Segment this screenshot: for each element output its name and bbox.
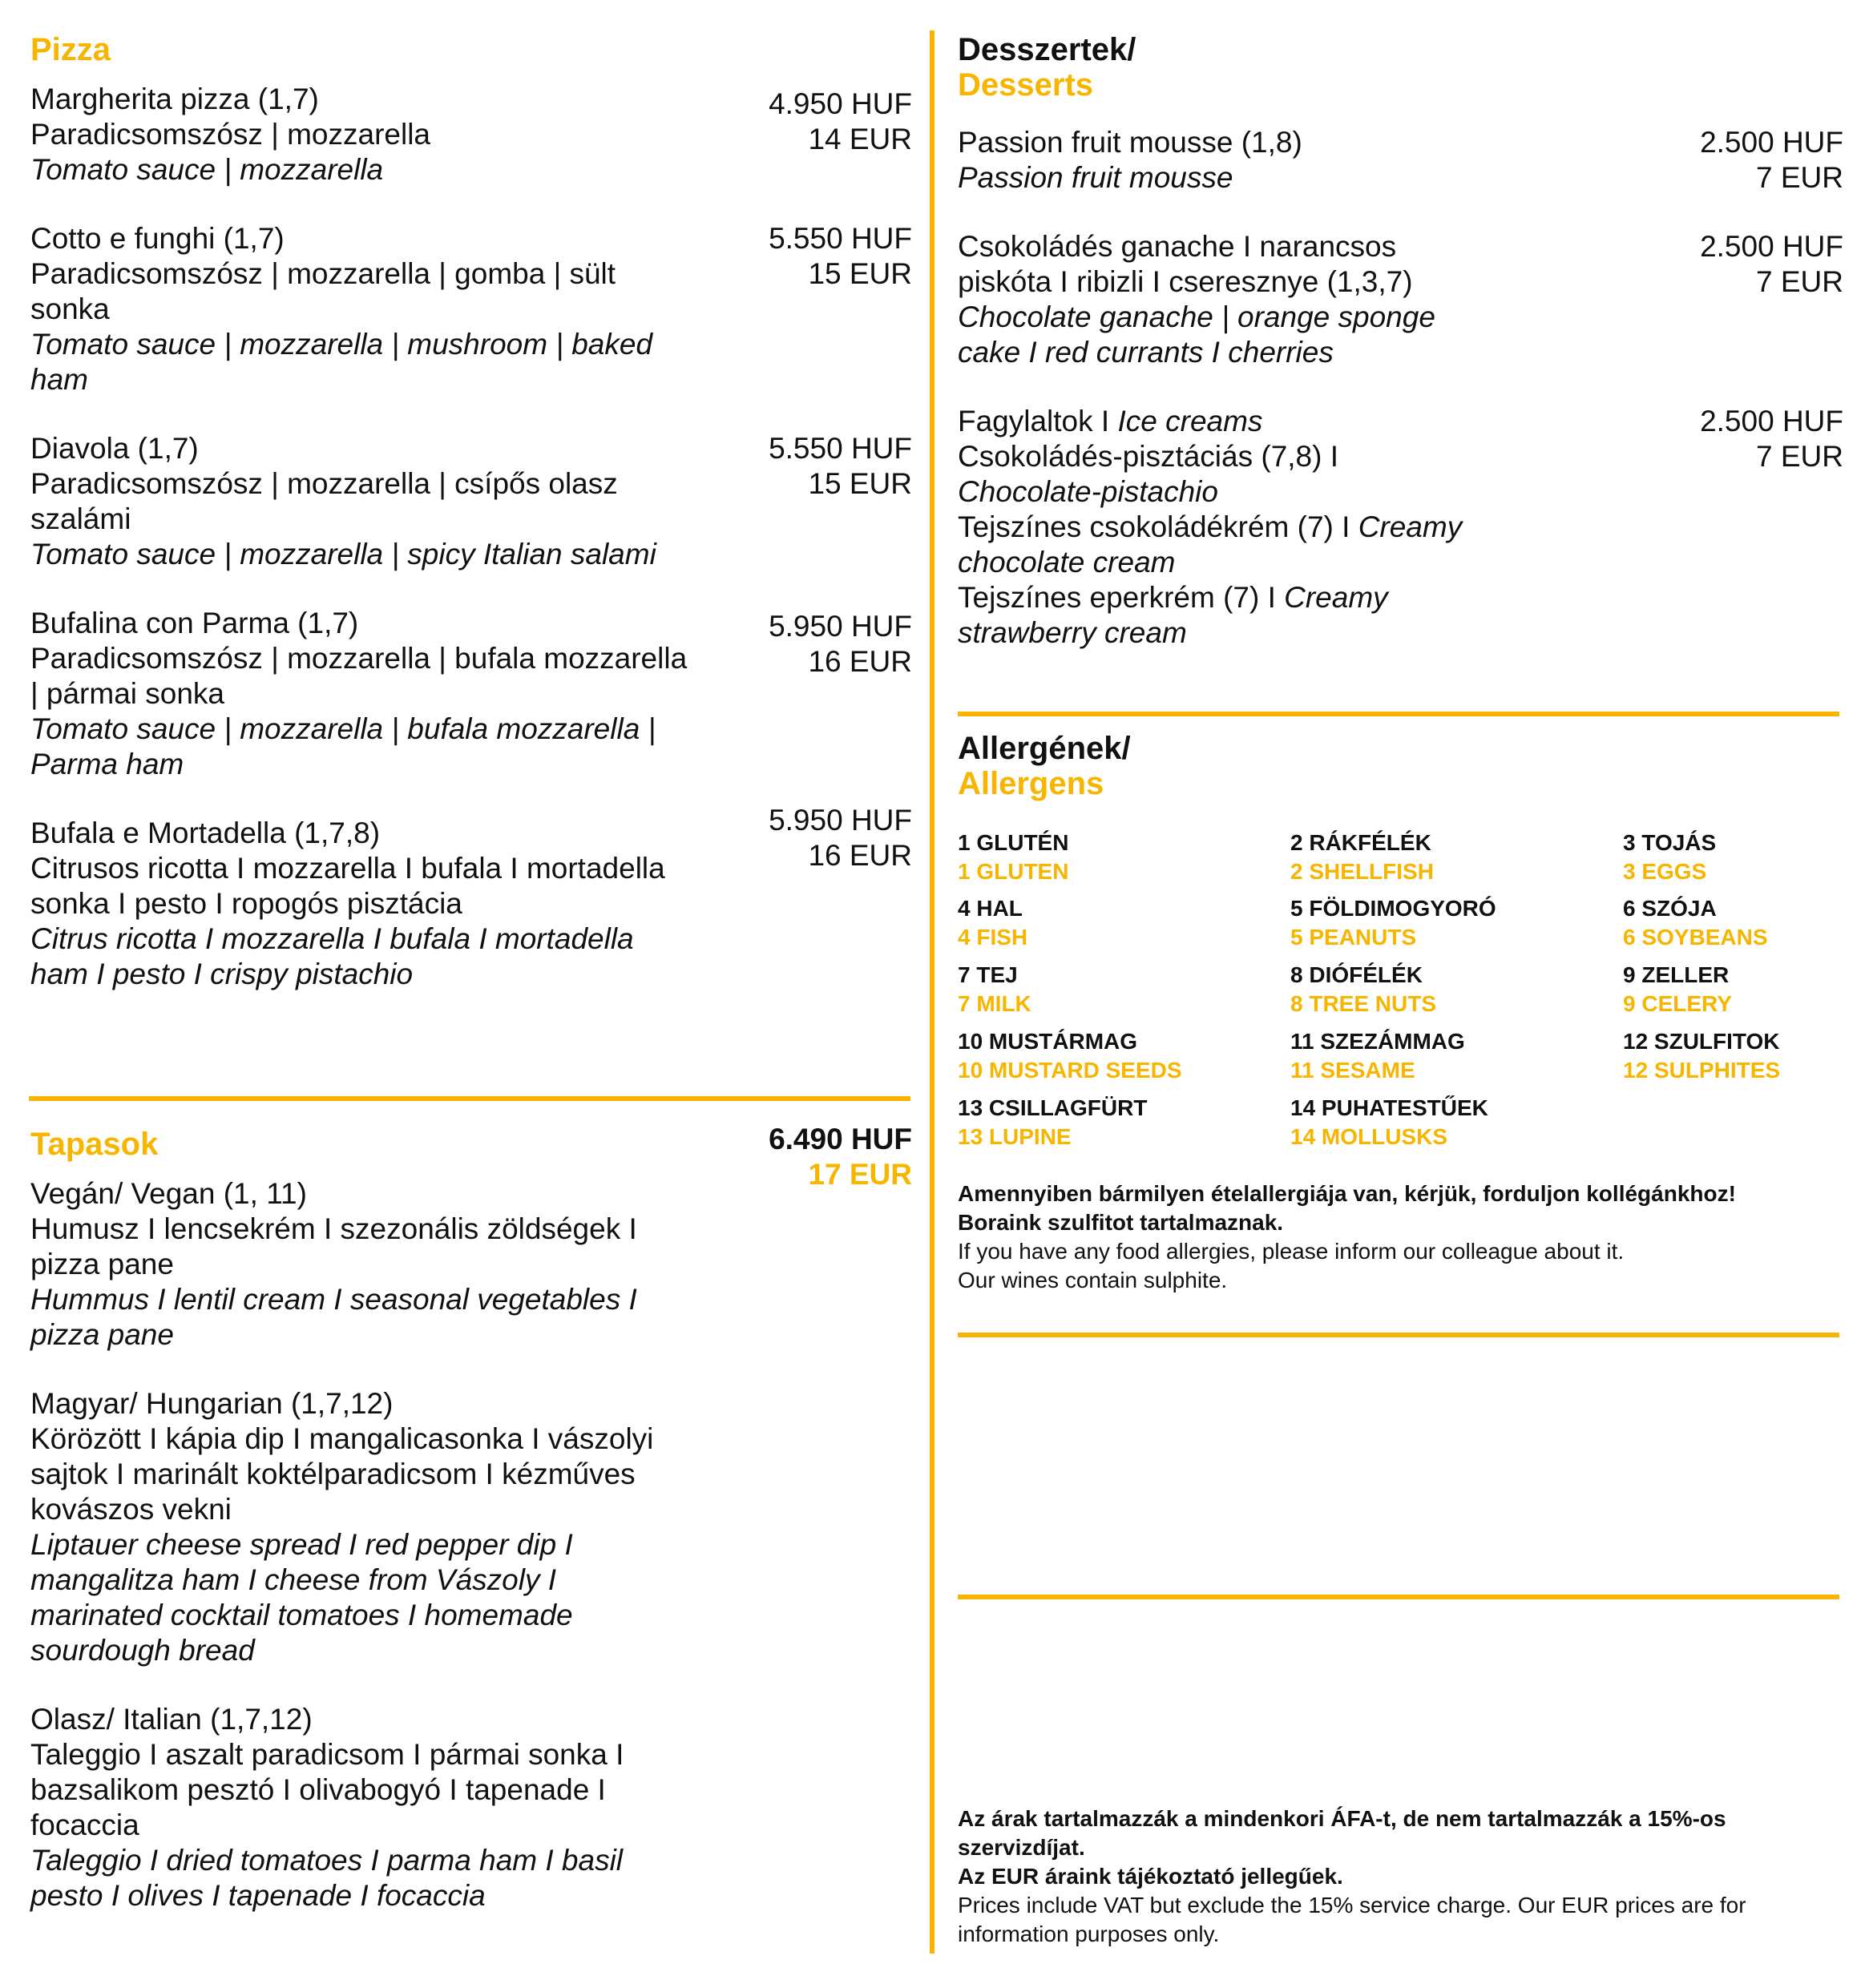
allergen-hu: 13 CSILLAGFÜRT (958, 1095, 1148, 1120)
price-eur: 16 EUR (808, 839, 912, 872)
price-huf: 4.950 HUF (769, 87, 912, 120)
allergen-item (958, 1027, 1182, 1085)
allergen-en: 10 MUSTARD SEEDS (958, 1058, 1182, 1083)
item-desc-hu: Citrusos ricotta I mozzarella I bufala I mortadella sonka I pesto I ropogós pisztácia (30, 852, 665, 920)
tapas-title: Tapasok (30, 1127, 159, 1162)
price-eur: 14 EUR (808, 123, 912, 155)
item-desc-en: Chocolate ganache | orange sponge cake I red currants I cherries (958, 300, 1435, 369)
flavor-en: Creamy strawberry cream (958, 581, 1388, 649)
menu-item (30, 804, 912, 992)
menu-item (30, 1702, 912, 1913)
allergen-hu: 9 ZELLER (1623, 962, 1730, 987)
allergen-item (1290, 1027, 1465, 1085)
item-desc-en: Tomato sauce | mozzarella | bufala mozzarella | Parma ham (30, 712, 656, 780)
flavor-hu: Tejszínes eperkrém (7) I (958, 581, 1276, 614)
item-name: Csokoládés ganache I narancsos piskóta I ribizli I cseresznye (1,3,7) (958, 230, 1413, 298)
column-divider (930, 30, 935, 1954)
note-en-2: Our wines contain sulphite. (958, 1268, 1228, 1292)
item-desc-hu: Körözött I kápia dip I mangalicasonka I vászolyi sajtok I marinált koktélparadicsom I kézműves kovászos vekni (30, 1422, 654, 1526)
price-note (958, 1805, 1807, 1949)
allergen-note (958, 1179, 1807, 1295)
section-divider (958, 1595, 1839, 1599)
allergen-grid (958, 829, 1843, 1149)
item-name: Margherita pizza (1,7) (30, 83, 319, 115)
icecream-hu: Fagylaltok I (958, 405, 1110, 438)
price-huf: 5.950 HUF (769, 610, 912, 643)
allergen-en: 4 FISH (958, 925, 1028, 950)
allergen-en: 8 TREE NUTS (1290, 991, 1437, 1016)
tapas-section (30, 1122, 912, 1913)
desserts-title-hu: Desszertek/ (958, 32, 1136, 67)
item-desc-en: Liptauer cheese spread I red pepper dip I mangalitza ham I cheese from Vászoly I marinated cocktail tomatoes I homemade sourdough bread (30, 1528, 573, 1667)
allergen-hu: 14 PUHATESTŰEK (1290, 1095, 1488, 1120)
section-divider (958, 1333, 1839, 1337)
flavor-en: Creamy chocolate cream (958, 510, 1463, 579)
allergen-en: 6 SOYBEANS (1623, 925, 1768, 950)
menu-item (30, 606, 912, 782)
allergen-en: 2 SHELLFISH (1290, 859, 1434, 884)
flavor-hu: Csokoládés-pisztáciás (7,8) I (958, 440, 1339, 473)
allergen-item (1623, 961, 1732, 1018)
right-column (958, 32, 1843, 651)
desserts-title-en: Desserts (958, 67, 1094, 103)
flavor-en: Chocolate-pistachio (958, 475, 1218, 508)
allergen-hu: 4 HAL (958, 896, 1023, 921)
icecream-en: Ice creams (1117, 405, 1263, 438)
flavor-hu: Tejszínes csokoládékrém (7) I (958, 510, 1350, 543)
allergen-hu: 10 MUSTÁRMAG (958, 1029, 1138, 1054)
allergen-en: 12 SULPHITES (1623, 1058, 1781, 1083)
item-name: Bufala e Mortadella (1,7,8) (30, 817, 381, 849)
menu-item (958, 125, 1843, 196)
item-desc-en: Tomato sauce | mozzarella | mushroom | baked ham (30, 328, 653, 396)
price-eur: 7 EUR (1756, 440, 1843, 473)
item-desc-hu: Paradicsomszósz | mozzarella (30, 118, 430, 151)
allergen-hu: 1 GLUTÉN (958, 830, 1069, 855)
allergen-en: 14 MOLLUSKS (1290, 1124, 1448, 1149)
item-desc-hu: Taleggio I aszalt paradicsom I pármai sonka I bazsalikom pesztó I olivabogyó I tapenade I focaccia (30, 1738, 624, 1841)
allergen-item (958, 1094, 1147, 1151)
menu-item (958, 229, 1843, 370)
menu-item (30, 82, 912, 188)
allergen-en: 3 EGGS (1623, 859, 1707, 884)
item-name: Magyar/ Hungarian (1,7,12) (30, 1387, 394, 1420)
item-desc-en: Tomato sauce | mozzarella (30, 153, 384, 186)
menu-item (30, 221, 912, 397)
item-name: Olasz/ Italian (1,7,12) (30, 1703, 313, 1736)
allergens-title-hu: Allergének/ (958, 731, 1131, 766)
item-desc-en: Passion fruit mousse (958, 161, 1233, 194)
item-name: Diavola (1,7) (30, 432, 199, 465)
price-huf: 5.950 HUF (769, 804, 912, 837)
price-eur: 16 EUR (808, 645, 912, 678)
allergen-hu: 3 TOJÁS (1623, 830, 1717, 855)
allergen-item (958, 894, 1027, 952)
item-name: Vegán/ Vegan (1, 11) (30, 1177, 307, 1210)
pizza-title: Pizza (30, 32, 111, 67)
tapas-price-huf: 6.490 HUF (769, 1123, 912, 1155)
allergen-item (1290, 1094, 1488, 1151)
section-divider (29, 1096, 910, 1101)
allergen-item (1623, 894, 1768, 952)
item-desc-en: Hummus I lentil cream I seasonal vegetables I pizza pane (30, 1283, 637, 1351)
price-eur: 7 EUR (1756, 161, 1843, 194)
menu-item (30, 1386, 912, 1668)
price-huf: 2.500 HUF (1700, 405, 1843, 438)
price-eur: 15 EUR (808, 257, 912, 290)
allergen-en: 9 CELERY (1623, 991, 1732, 1016)
allergen-item (1290, 829, 1434, 886)
allergen-item (1290, 961, 1436, 1018)
allergens-section (958, 731, 1843, 1292)
menu-item (30, 1176, 912, 1353)
item-name: Passion fruit mousse (1,8) (958, 126, 1302, 159)
menu-item-icecream (958, 404, 1843, 651)
footer-hu-2: Az EUR áraink tájékoztató jellegűek. (958, 1864, 1343, 1889)
allergen-item (1623, 829, 1716, 886)
item-desc-hu: Paradicsomszósz | mozzarella | gomba | sült sonka (30, 257, 616, 325)
tapas-price-eur: 17 EUR (808, 1158, 912, 1191)
allergen-hu: 8 DIÓFÉLÉK (1290, 962, 1423, 987)
item-desc-hu: Humusz I lencsekrém I szezonális zöldségek I pizza pane (30, 1212, 637, 1280)
item-desc-en: Citrus ricotta I mozzarella I bufala I mortadella ham I pesto I crispy pistachio (30, 922, 634, 990)
item-desc-hu: Paradicsomszósz | mozzarella | bufala mozzarella | pármai sonka (30, 642, 688, 710)
price-huf: 2.500 HUF (1700, 230, 1843, 263)
section-divider (958, 712, 1839, 716)
allergen-en: 11 SESAME (1290, 1058, 1415, 1083)
price-huf: 5.550 HUF (769, 432, 912, 465)
allergen-item (958, 961, 1031, 1018)
allergen-en: 13 LUPINE (958, 1124, 1072, 1149)
price-huf: 2.500 HUF (1700, 126, 1843, 159)
item-desc-hu: Paradicsomszósz | mozzarella | csípős olasz szalámi (30, 467, 618, 535)
allergen-en: 7 MILK (958, 991, 1031, 1016)
allergen-hu: 12 SZULFITOK (1623, 1029, 1780, 1054)
price-eur: 7 EUR (1756, 265, 1843, 298)
allergen-hu: 7 TEJ (958, 962, 1018, 987)
allergen-hu: 6 SZÓJA (1623, 896, 1717, 921)
menu-item (30, 431, 912, 572)
note-en-1: If you have any food allergies, please inform our colleague about it. (958, 1239, 1625, 1264)
allergen-en: 5 PEANUTS (1290, 925, 1417, 950)
allergen-hu: 5 FÖLDIMOGYORÓ (1290, 896, 1496, 921)
price-huf: 5.550 HUF (769, 222, 912, 255)
allergen-hu: 11 SZEZÁMMAG (1290, 1029, 1465, 1054)
note-hu-1: Amennyiben bármilyen ételallergiája van, kérjük, forduljon kollégánkhoz! (958, 1181, 1736, 1206)
footer-en: Prices include VAT but exclude the 15% service charge. Our EUR prices are for information purposes only. (958, 1893, 1746, 1946)
price-eur: 15 EUR (808, 467, 912, 500)
note-hu-2: Boraink szulfitot tartalmaznak. (958, 1210, 1284, 1235)
item-desc-en: Taleggio I dried tomatoes I parma ham I basil pesto I olives I tapenade I focaccia (30, 1844, 624, 1912)
left-column (30, 32, 912, 992)
allergen-item (1623, 1027, 1780, 1085)
item-name: Bufalina con Parma (1,7) (30, 607, 359, 639)
footer-hu-1: Az árak tartalmazzák a mindenkori ÁFA-t, de nem tartalmazzák a 15%-os szervizdíjat. (958, 1806, 1726, 1860)
allergen-hu: 2 RÁKFÉLÉK (1290, 830, 1431, 855)
allergen-item (958, 829, 1068, 886)
item-desc-en: Tomato sauce | mozzarella | spicy Italian salami (30, 538, 656, 571)
allergens-title-en: Allergens (958, 766, 1104, 801)
allergen-en: 1 GLUTEN (958, 859, 1069, 884)
allergen-item (1290, 894, 1496, 952)
item-name: Cotto e funghi (1,7) (30, 222, 285, 255)
